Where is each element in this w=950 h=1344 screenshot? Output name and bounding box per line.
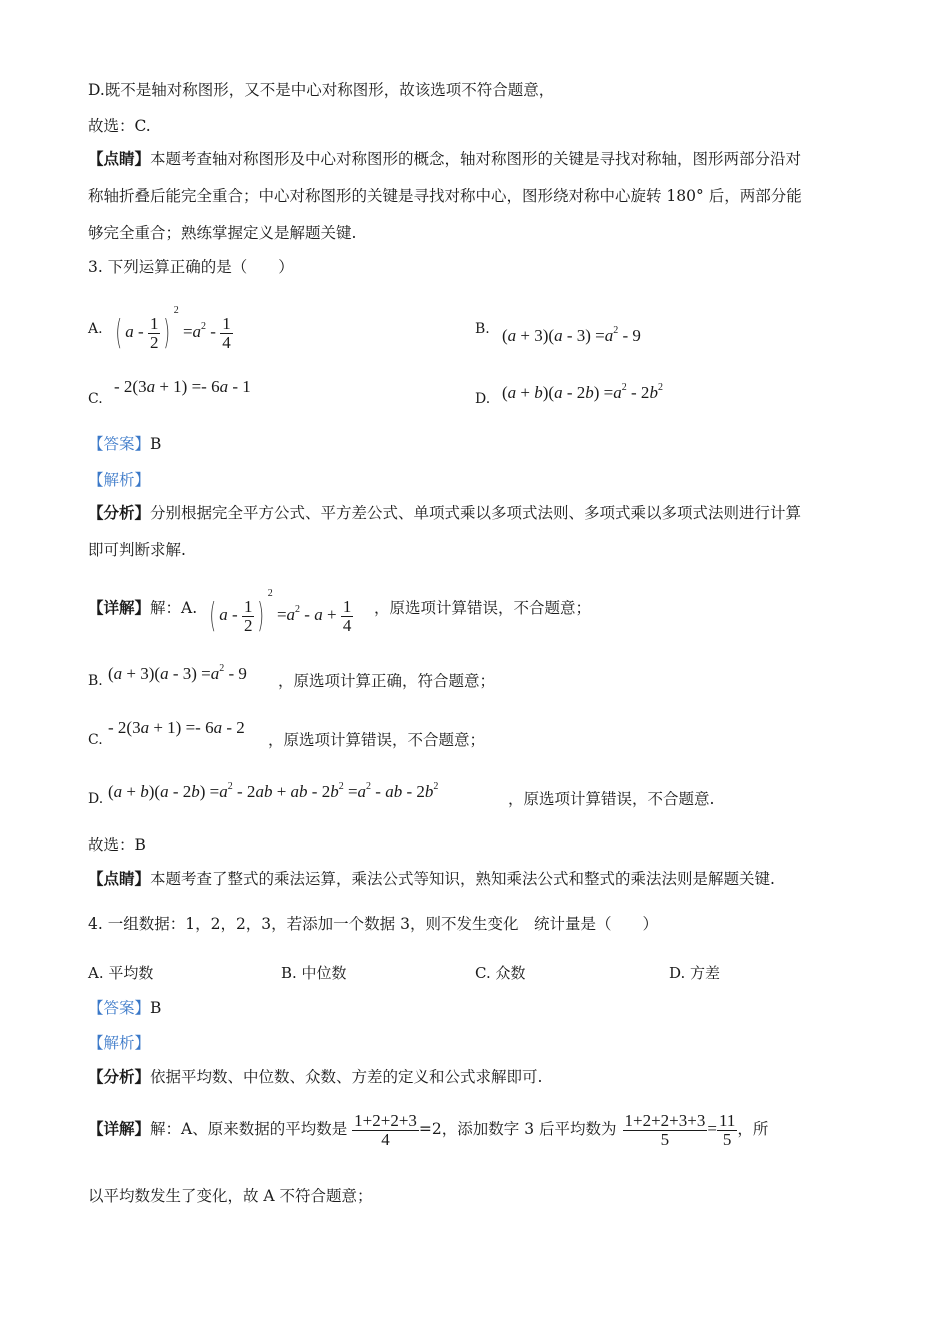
q3-stem: 3. 下列运算正确的是（ ） (88, 258, 294, 276)
q4-option-b: B. 中位数 (281, 964, 347, 982)
answer-label: 【答案】 (88, 435, 151, 453)
dianjing-label: 【点睛】 (88, 149, 151, 168)
q3-xiangjie-c-formula: - 2(3a + 1) =- 6a - 2 (108, 718, 245, 737)
q2-option-d-text: D.既不是轴对称图形，又不是中心对称图形，故该选项不符合题意， (88, 81, 555, 99)
q3-option-c-label: C. (88, 391, 103, 407)
q2-dianjing-line3: 够完全重合；熟练掌握定义是解题关键. (88, 224, 357, 242)
fenxi-label: 【分析】 (88, 503, 151, 522)
fraction-2: $\frac{1+2+2+3+3}{5}$ (624, 1110, 706, 1149)
q2-dianjing-line2: 称轴折叠后能完全重合；中心对称图形的关键是寻找对称中心，图形绕对称中心旋转 180° 后，两部分能 (88, 187, 802, 205)
eq2-text: = (707, 1119, 717, 1138)
q3-option-c-formula: - 2(3a + 1) =- 6a - 1 (114, 377, 251, 396)
xiangjie-label: 【详解】 (88, 598, 151, 617)
q3-jiexi-label: 【解析】 (88, 471, 151, 489)
q3-xiangjie-b-formula: $(a + 3)(a - 3) =a^2 - 9$ (108, 663, 247, 683)
q3-option-a-label: A. (88, 321, 103, 337)
q4-fenxi (88, 1066, 542, 1088)
q3-xiangjie-a-post: ，原选项计算错误，不合题意； (374, 599, 592, 617)
q3-dianjing (88, 868, 775, 890)
q3-option-d-formula: $(a + b)(a - 2b) =a^2 - 2b^2$ (502, 382, 663, 402)
q2-choose: 故选：C. (88, 117, 151, 135)
q4-xiangjie (88, 1108, 768, 1150)
q3-xiangjie-b-post: ，原选项计算正确，符合题意； (278, 672, 496, 690)
q3-option-b-label: B. (475, 321, 490, 337)
q3-xiangjie-c-post: ，原选项计算错误，不合题意； (268, 731, 486, 749)
fraction-3: $\frac{11}{5}$ (718, 1110, 736, 1149)
fenxi-text: 分别根据完全平方公式、平方差公式、单项式乘以多项式法则、多项式乘以多项式法则进行计算 (150, 504, 802, 522)
q3-xiangjie-d-post: ，原选项计算错误，不合题意. (508, 790, 715, 808)
xiangjie-label: 【详解】 (88, 1119, 151, 1138)
q2-dianjing-line1 (88, 148, 801, 170)
q4-answer (88, 997, 161, 1019)
dianjing-text: 本题考查轴对称图形及中心对称图形的概念，轴对称图形的关键是寻找对称轴，图形两部分沿对 (150, 150, 802, 168)
fenxi-text: 依据平均数、中位数、众数、方差的定义和公式求解即可. (150, 1068, 543, 1086)
q4-option-a: A. 平均数 (88, 964, 154, 982)
answer-label: 【答案】 (88, 999, 151, 1017)
q3-choose: 故选：B (88, 836, 146, 854)
q3-xiangjie-a-formula: ( a - $\frac{1}{2}$ )$^2 =a^2 - a$ + $\frac{1}{4}$ (209, 588, 352, 637)
q3-xiangjie-d-formula: $(a + b)(a - 2b) =a^2 - 2ab$ + ab - $2b^2 =a^2$ - ab - $2b^2$ (108, 781, 439, 801)
q3-option-d-label: D. (475, 391, 491, 407)
q3-option-b-formula: $(a + 3)(a - 3) =a^2 - 9$ (502, 325, 641, 345)
q4-option-c: C. 众数 (475, 964, 526, 982)
answer-value: B (150, 435, 162, 453)
answer-value: B (150, 999, 162, 1017)
dianjing-label: 【点睛】 (88, 869, 151, 888)
q4-option-d: D. 方差 (669, 964, 721, 982)
dianjing-text: 本题考查了整式的乘法运算，乘法公式等知识，熟知乘法公式和整式的乘法法则是解题关键. (150, 870, 775, 888)
q3-xiangjie-c-label: C. (88, 732, 103, 748)
q3-xiangjie-a (88, 597, 197, 619)
q3-xiangjie-d-label: D. (88, 791, 104, 807)
tail-text: ，所 (737, 1120, 769, 1138)
q3-fenxi-line1 (88, 502, 801, 524)
q3-fenxi-line2: 即可判断求解. (88, 541, 186, 559)
q4-jiexi-label: 【解析】 (88, 1034, 151, 1052)
q4-stem: 4. 一组数据：1，2，2，3，若添加一个数据 3，则不发生变化 统计量是（ ） (88, 915, 658, 933)
fraction-1: $\frac{1+2+2+3}{4}$ (354, 1110, 417, 1149)
xiangjie-pre: 解：A、原来数据的平均数是 (150, 1120, 348, 1138)
q4-xiangjie-line2: 以平均数发生了变化，故 A 不符合题意； (88, 1187, 373, 1205)
q3-answer (88, 433, 161, 455)
q3-xiangjie-b-label: B. (88, 673, 103, 689)
xiangjie-a-pre: 解：A. (150, 599, 198, 617)
q3-option-a-formula: ( a - $\frac{1}{2}$ )$^2 =a^2$ - $\frac{1}{4}$ (115, 305, 231, 354)
eq1-text: =2，添加数字 3 后平均数为 (418, 1120, 617, 1138)
fenxi-label: 【分析】 (88, 1067, 151, 1086)
